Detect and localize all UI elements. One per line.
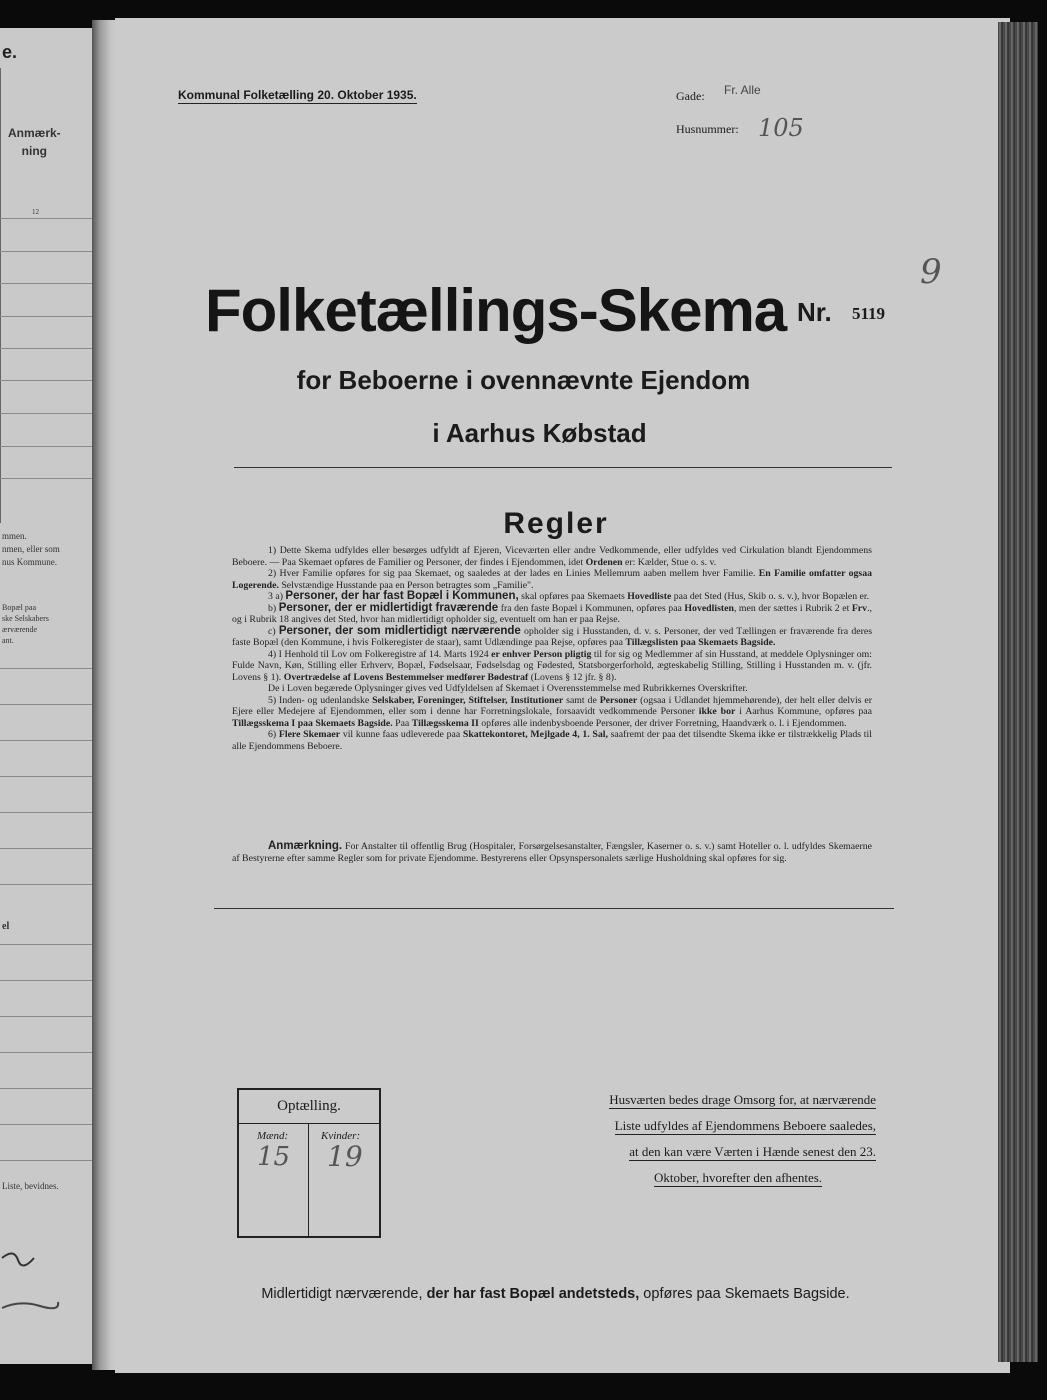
left-page-fragment: ærværende [2,625,38,634]
house-number-label: Husnummer: [676,122,739,136]
footer-note: Midlertidigt nærværende, der har fast Bopæl andetsteds, opføres paa Skemaets Bagside. [261,1286,850,1302]
street-value: Fr. Alle [724,83,761,97]
instruction-line: Liste udfyldes af Ejendommens Beboere saaledes, [614,1118,876,1133]
rule-3b: b) Personer, der er midlertidigt fraværende fra den faste Bopæl i Kommunen, opføres paa Hovedlisten, men der sættes i Rubrik 2 et Frv., og i Rubrik 18 angives det Sted, hvor han midlertidigt opholder sig, eventuelt om han er paa Rejse. [232,601,872,625]
instruction-line: Husværten bedes drage Omsorg for, at nærværende [609,1092,876,1107]
count-title: Optælling. [277,1098,341,1114]
left-page-strip [0,28,92,1364]
house-number-value: 105 [758,114,804,142]
left-page-fragment: ske Selskabers [2,614,49,623]
rule-1: 1) Dette Skema udfyldes eller besørges udfyldt af Ejeren, Viceværten eller andre Vedkommende, eller udfyldes ved Cirkulation blandt Ejendommens Beboere. — Paa Skemaet opføres de Familier og Personer, der findes i Ejendommen, idet Ordenen er: Kælder, Stue o. s. v. [232,545,872,568]
women-label: Kvinder: [321,1130,361,1142]
rule-3c: c) Personer, der som midlertidigt nærværende opholder sig i Husstanden, d. v. s. Personer, der ved Tællingen er fraværende fra deres faste Bopæl (den Kommune, i hvis Folkeregister de staar), samt Udlændinge paa Rejse, opføres paa Tillægslisten paa Skemaets Bagside. [232,624,873,648]
left-page-column-number: 12 [32,208,39,216]
remark-note [232,840,872,865]
form-number: 5119 [852,304,886,323]
left-page-fragment: mmen. [2,531,27,541]
left-page-fragment: Liste, bevidnes. [2,1181,59,1191]
divider [214,908,894,909]
form-subtitle: for Beboerne i ovennævnte Ejendom [296,365,751,395]
landlord-instructions [540,1092,876,1196]
instruction-line: at den kan være Værten i Hænde senest den 23. [629,1144,876,1159]
instruction-line: Oktober, hvorefter den afhentes. [653,1170,823,1185]
left-page-column-header: Anmærk- ning [8,126,61,158]
left-page-fragment: nus Kommune. [2,557,57,567]
left-page-letter: e. [2,42,18,62]
form-number-label: Nr. [797,297,832,327]
rule-3a: 3 a) Personer, der har fast Bopæl i Kommunen, skal opføres paa Skemaets Hovedliste paa det Sted (Hus, Skib o. s. v.), hvor Bopælen er. [268,590,870,602]
rule-4: 4) I Henhold til Lov om Folkeregistre af 14. Marts 1924 er enhver Person pligtig til for sig og Medlemmer af sin Husstand, at meddele Oplysninger om: Fulde Navn, Køn, Stilling eller Erhverv, Bopæl, Fødselsaar, Fødselsdag og Fødested, Statsborgerforhold, ægteskabelig Stilling, Stilling i Husstanden m. v. (jfr. Lovens § 1). Overtrædelse af Lovens Bestemmelser medfører Bødestraf (Lovens § 12 jfr. § 8). [232,648,873,683]
rule-6: 6) Flere Skemaer vil kunne faas udleverede paa Skattekontoret, Mejlgade 4, 1. Sal, saafremt der paa det tilsendte Skema ikke er tilstrækkelig Plads til alle Ejendommens Beboere. [232,729,872,752]
form-title: Folketællings-Skema [205,277,787,344]
street-label: Gade: [676,89,705,103]
left-page-fragment: el [2,921,10,932]
rule-2: 2) Hver Familie opføres for sig paa Skemaet, og saaledes at der lades en Linies Mellemrum aaben mellem hver Familie. En Familie omfatter ogsaa Logerende. Selvstændige Husstande paa en Person betragtes som „Familie". [232,568,872,591]
divider [234,467,892,468]
men-label: Mænd: [257,1130,289,1142]
left-page-fragment: ant. [2,636,14,645]
count-box [237,1088,381,1238]
rule-5: 5) Inden- og udenlandske Selskaber, Foreninger, Stiftelser, Institutioner samt de Personer (ogsaa i Udlandet hjemmehørende), der helt eller delvis er Ejere eller Medejere af Ejendommen, eller som i denne har Forretningslokale, forsaavidt vedkommende Personer ikke bor i Aarhus Kommune, opføres paa Tillægsskema I paa Skemaets Bagside. Paa Tillægsskema II opføres alle indenbysboende Personer, der driver Forretning, Haandværk o. l. i Ejendommen. [232,694,872,729]
women-count: 19 [327,1140,363,1173]
form-subtitle-city: i Aarhus Købstad [432,418,647,448]
handwritten-margin-mark: 9 [920,252,942,292]
remark-label: Anmærkning. [268,840,343,852]
book-page-edge [998,22,1038,1362]
left-page-fragment: nmen, eller som [2,544,60,554]
census-header: Kommunal Folketælling 20. Oktober 1935. [178,88,417,102]
rules-heading: Regler [503,507,609,540]
rules-body [232,545,872,752]
left-page-signature [0,1228,92,1328]
rule-4-note: De i Loven begærede Oplysninger gives ved Udfyldelsen af Skemaet i Overensstemmelse med Rubrikkernes Overskrifter. [268,683,748,694]
men-count: 15 [257,1142,291,1172]
remark-text: For Anstalter til offentlig Brug (Hospitaler, Forsørgelsesanstalter, Fængsler, Kaserner o. s. v.) samt Hoteller o. l. udfyldes Skemaerne af Bestyrerne efter samme Regler som for private Ejendomme. Bestyrerens eller Opsynspersonalets særlige Husholdning skal opføres for sig. [232,841,872,864]
left-page-fragment: Bopæl paa [2,603,36,612]
